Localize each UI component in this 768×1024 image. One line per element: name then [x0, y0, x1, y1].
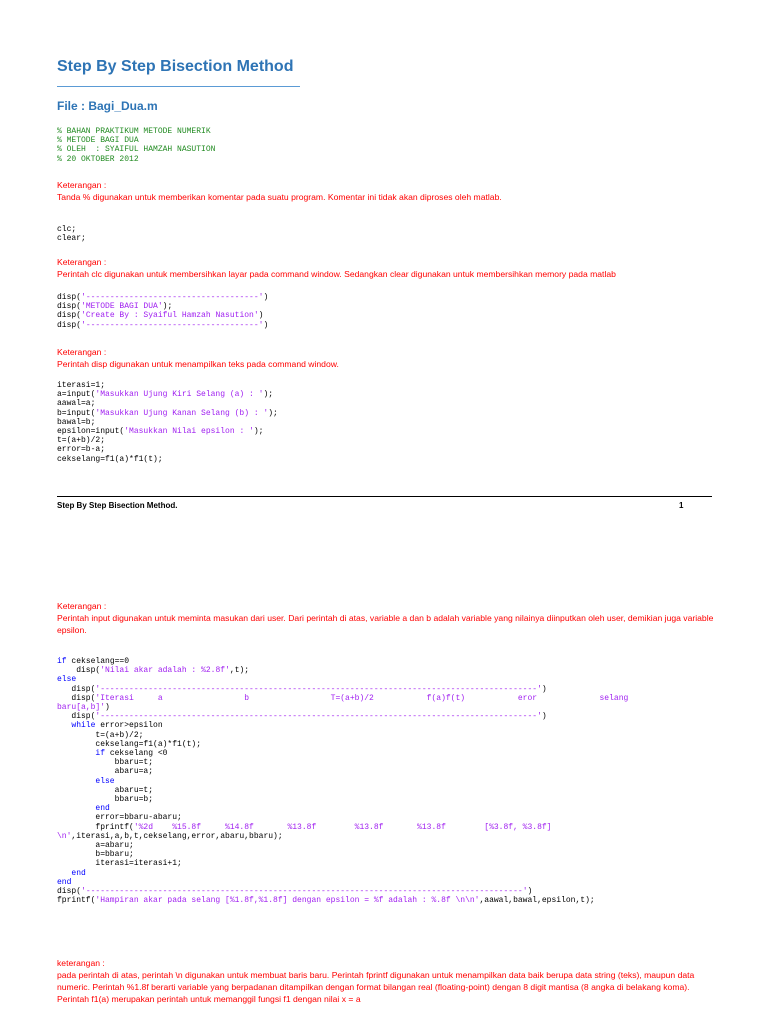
comment-line: % 20 OKTOBER 2012 — [57, 154, 139, 164]
code-line: cekselang=f1(a)*f1(t); — [57, 739, 202, 749]
file-label: File : Bagi_Dua.m — [57, 99, 158, 113]
code-line: if cekselang==0 — [57, 657, 130, 666]
code-line: disp('------------------------------------') — [57, 320, 269, 330]
code-line: clc; — [57, 225, 77, 234]
note-3 — [57, 346, 717, 370]
note-text: Perintah input digunakan untuk meminta masukan dari user. Dari perintah di atas, variable a dan b adalah variable yang nilainya diinputkan oleh user, demikian juga variable epsilon. — [57, 613, 714, 635]
code-line: abaru=a; — [57, 767, 154, 777]
code-line: disp('------------------------------------') — [57, 293, 269, 302]
code-line: bawal=b; — [57, 417, 96, 427]
code-line: bbaru=t; — [57, 758, 154, 768]
code-line: baru[a,b]') — [57, 703, 110, 713]
note-5 — [57, 957, 717, 1005]
code-input — [57, 381, 278, 464]
code-line: clear; — [57, 234, 86, 244]
code-line: fprintf('Hampiran akar pada selang [%1.8f,%1.8f] dengan epsilon = %f adalah : %.8f \n\n',aawal,bawal,epsilon,t); — [57, 896, 595, 906]
code-line: end — [57, 877, 72, 887]
code-line: \n',iterasi,a,b,t,cekselang,error,abaru,bbaru); — [57, 831, 283, 841]
code-line: disp('Create By : Syaiful Hamzah Nasution') — [57, 311, 264, 321]
code-line: aawal=a; — [57, 399, 96, 409]
code-line: if cekselang <0 — [57, 749, 168, 759]
code-line: end — [57, 868, 86, 878]
code-clc — [57, 225, 86, 243]
note-label: Keterangan : — [57, 257, 107, 267]
code-line: bbaru=b; — [57, 795, 154, 805]
code-line: abaru=t; — [57, 785, 154, 795]
code-line: disp('-------------------------------------------------------------------------------------------') — [57, 684, 547, 694]
code-line: disp('Nilai akar adalah : %2.8f',t); — [57, 666, 250, 676]
code-line: iterasi=iterasi+1; — [57, 859, 182, 869]
code-disp — [57, 293, 268, 330]
code-line: t=(a+b)/2; — [57, 730, 144, 740]
code-line: t=(a+b)/2; — [57, 436, 106, 446]
code-line: disp('Iterasi a b T=(a+b)/2 f(a)f(t) eror selang — [57, 693, 629, 703]
code-line: error=b-a; — [57, 445, 106, 455]
code-line: disp('METODE BAGI DUA'); — [57, 302, 173, 312]
code-line: epsilon=input('Masukkan Nilai epsilon : '); — [57, 427, 264, 437]
header-comments — [57, 127, 215, 164]
code-line: while error>epsilon — [57, 721, 163, 731]
comment-line: % BAHAN PRAKTIKUM METODE NUMERIK — [57, 127, 211, 136]
code-line: iterasi=1; — [57, 381, 106, 390]
note-text: Perintah disp digunakan untuk menampilkan teks pada command window. — [57, 359, 339, 369]
comment-line: % OLEH : SYAIFUL HAMZAH NASUTION — [57, 145, 216, 155]
note-label: Keterangan : — [57, 347, 107, 357]
footer-divider — [57, 496, 712, 497]
note-label: keterangan : — [57, 958, 105, 968]
code-line: b=bbaru; — [57, 850, 134, 860]
code-line: error=bbaru-abaru; — [57, 813, 182, 823]
title-underline — [57, 86, 300, 87]
code-line: else — [57, 776, 115, 786]
comment-line: % METODE BAGI DUA — [57, 136, 139, 146]
note-text: Tanda % digunakan untuk memberikan komentar pada suatu program. Komentar ini tidak akan diproses oleh matlab. — [57, 192, 502, 202]
code-line: disp('-------------------------------------------------------------------------------------------') — [57, 887, 533, 897]
note-label: Keterangan : — [57, 180, 107, 190]
code-line: a=input('Masukkan Ujung Kiri Selang (a) : '); — [57, 390, 274, 400]
note-2 — [57, 256, 717, 280]
note-text: pada perintah di atas, perintah \n digunakan untuk membuat baris baru. Perintah fprintf digunakan untuk menampilkan data baik berupa data string (teks), maupun data numeric. Perintah %1.8f berarti variable yang berpadanan ditampilkan dengan format bilangan real (floating-point) dengan 8 digit mantisa (8 angka di belakang koma). Perintah f1(a) merupakan perintah untuk memanggil fungsi f1 dengan nilai x = a — [57, 970, 695, 1004]
footer-title: Step By Step Bisection Method. — [57, 501, 178, 510]
note-text: Perintah clc digunakan untuk membersihkan layar pada command window. Sedangkan clear digunakan untuk membersihkan memory pada matlab — [57, 269, 616, 279]
note-4 — [57, 600, 717, 636]
code-line: b=input('Masukkan Ujung Kanan Selang (b) : '); — [57, 408, 278, 418]
page-title: Step By Step Bisection Method — [57, 58, 294, 75]
code-line: end — [57, 804, 110, 814]
note-1 — [57, 179, 717, 203]
code-line: disp('-------------------------------------------------------------------------------------------') — [57, 712, 547, 722]
code-line: cekselang=f1(a)*f1(t); — [57, 454, 163, 464]
note-label: Keterangan : — [57, 601, 107, 611]
page-number: 1 — [679, 501, 684, 510]
code-line: a=abaru; — [57, 841, 134, 851]
code-loop — [57, 657, 628, 905]
code-line: fprintf('%2d %15.8f %14.8f %13.8f %13.8f %13.8f [%3.8f, %3.8f] — [57, 822, 552, 832]
code-line: else — [57, 675, 77, 685]
